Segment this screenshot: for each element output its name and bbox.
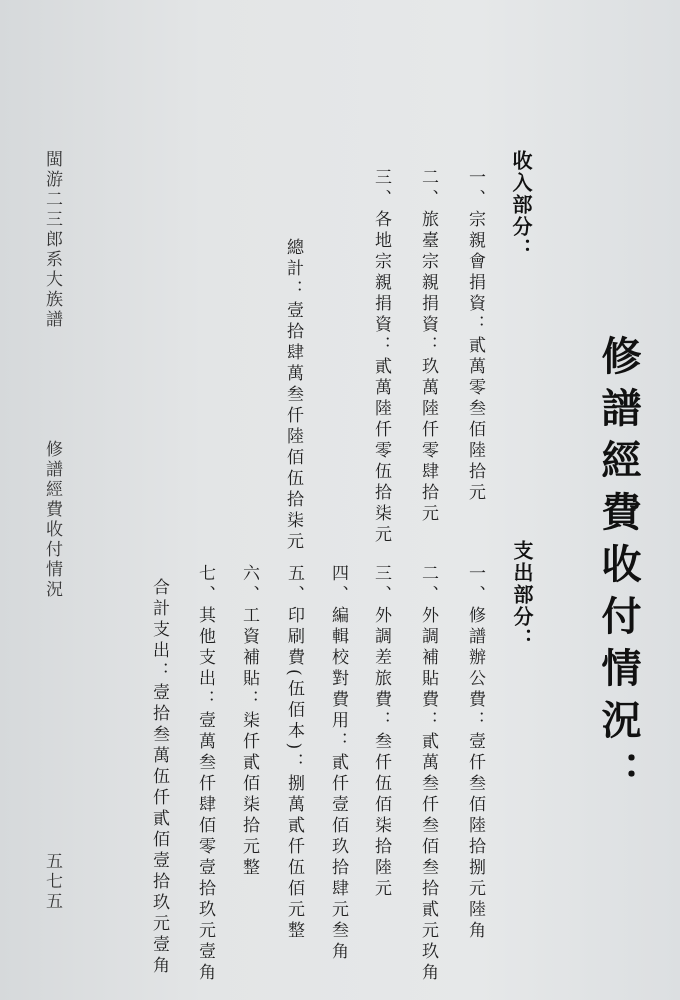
income-total (284, 238, 301, 553)
income-total-label: 總計： (283, 238, 303, 301)
income-item-1 (466, 168, 483, 504)
expense-item-label: 一、修譜辦公費： (465, 564, 485, 732)
income-item-3 (372, 168, 389, 546)
expense-item-label: 五、印刷費(伍佰本)： (284, 564, 304, 775)
expense-total-label: 合計支出： (149, 578, 169, 683)
expense-item-3 (372, 564, 389, 900)
expense-item-7 (196, 564, 213, 984)
page-number: 五七五 (42, 852, 62, 912)
expense-item-1 (466, 564, 483, 942)
income-item-label: 三、各地宗親捐資： (371, 168, 391, 357)
expense-item-label: 二、外調補貼費： (418, 564, 438, 732)
expense-heading: 支出部分： (510, 540, 534, 650)
income-item-amount: 玖萬陸仟零肆拾元 (418, 357, 438, 525)
expense-item-amount: 貳仟壹佰玖拾肆元叁角 (328, 753, 348, 963)
expense-item-2 (419, 564, 436, 984)
expense-item-amount: 貳萬叁仟叁佰叁拾貳元玖角 (418, 732, 438, 984)
expense-item-label: 四、編輯校對費用： (328, 564, 348, 753)
income-item-amount: 貳萬零叁佰陸拾元 (465, 336, 485, 504)
expense-total (150, 578, 167, 977)
expense-item-amount: 叁仟伍佰柒拾陸元 (371, 732, 391, 900)
expense-item-label: 六、工資補貼： (239, 564, 259, 711)
income-item-label: 二、旅臺宗親捐資： (418, 168, 438, 357)
book-title: 閩游二三郎系大族譜 (42, 150, 62, 330)
income-total-amount: 壹拾肆萬叁仟陸佰伍拾柒元 (283, 301, 303, 553)
expense-item-4 (329, 564, 346, 963)
page-title: 修譜經費收付情況： (595, 335, 642, 803)
expense-item-amount: 柒仟貳佰柒拾元整 (239, 711, 259, 879)
expense-total-amount: 壹拾叁萬伍仟貳佰壹拾玖元壹角 (149, 683, 169, 977)
income-item-amount: 貳萬陸仟零伍拾柒元 (371, 357, 391, 546)
expense-item-amount: 捌萬貳仟伍佰元整 (284, 774, 304, 943)
section-running-title: 修譜經費收付情況 (42, 440, 62, 600)
expense-item-label: 三、外調差旅費： (371, 564, 391, 732)
expense-item-6 (240, 564, 257, 879)
expense-item-5 (285, 564, 302, 942)
income-item-label: 一、宗親會捐資： (465, 168, 485, 336)
expense-item-amount: 壹萬叁仟肆佰零壹拾玖元壹角 (195, 711, 215, 984)
expense-item-amount: 壹仟叁佰陸拾捌元陸角 (465, 732, 485, 942)
income-heading: 收入部分： (509, 150, 533, 260)
income-item-2 (419, 168, 436, 525)
expense-item-label: 七、其他支出： (195, 564, 215, 711)
